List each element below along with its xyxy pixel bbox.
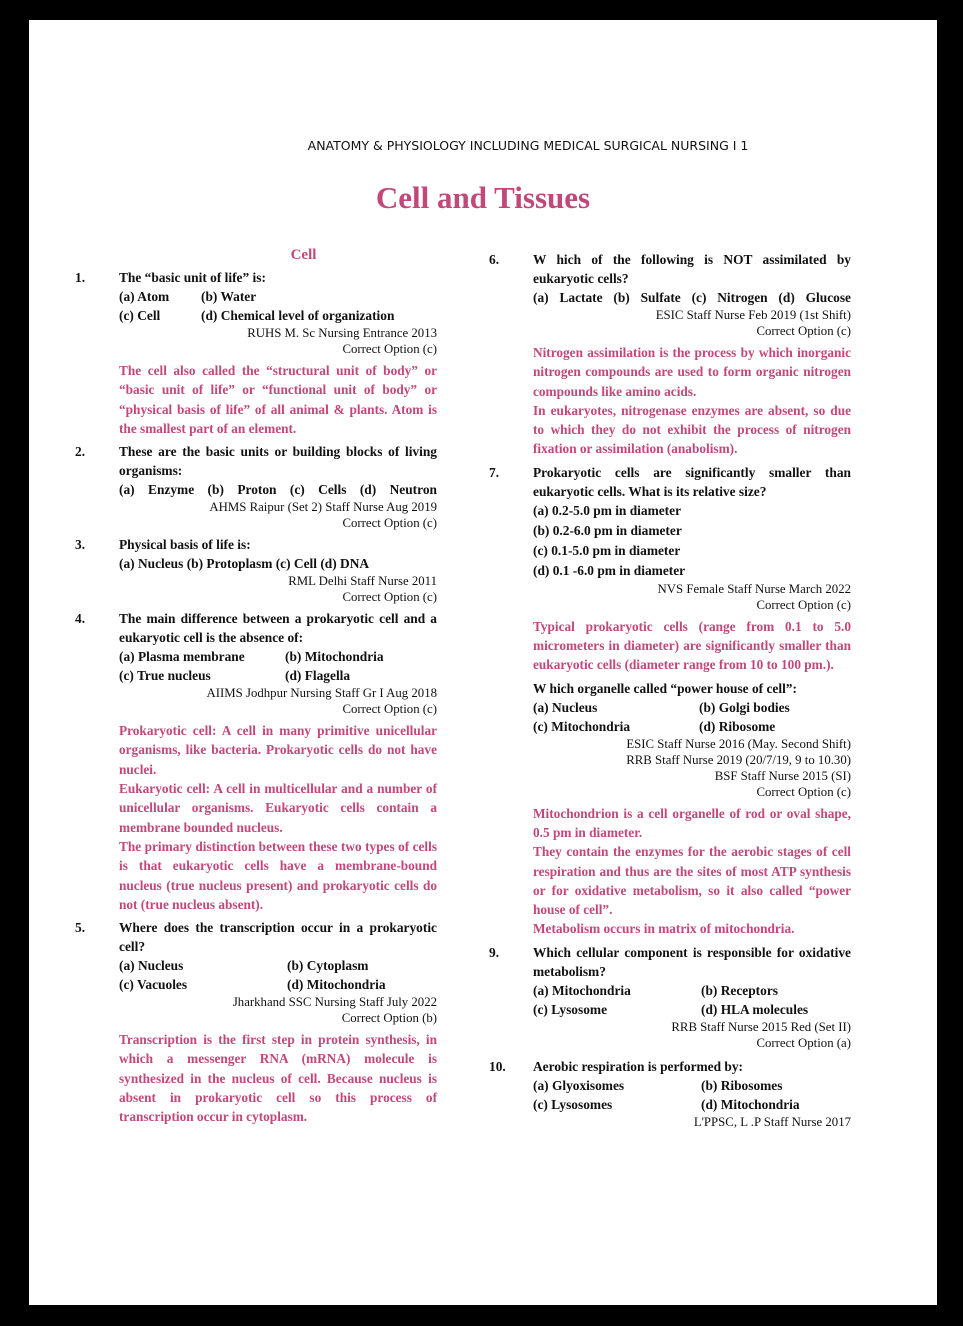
question-5 — [75, 918, 437, 1126]
correct-option: Correct Option (c) — [342, 516, 437, 531]
question-text: The “basic unit of life” is: — [119, 270, 266, 285]
question-text: Physical basis of life is: — [119, 537, 251, 553]
option-a: (a) Nucleus — [119, 958, 184, 974]
option-c: (c) Cell — [119, 308, 161, 323]
correct-option: Correct Option (c) — [756, 597, 851, 612]
question-4 — [75, 609, 437, 914]
explanation: Prokaryotic cell: A cell in many primitive unicellular organisms, like bacteria. Prokaryotic cells do not have nuclei. — [119, 723, 437, 777]
question-7 — [489, 463, 851, 675]
question-1 — [75, 268, 437, 438]
question-number: 6. — [489, 252, 500, 267]
explanation: In eukaryotes, nitrogenase enzymes are absent, so due to which they do not exhibit the process of nitrogen fixation or assimilation (anabolism). — [533, 402, 851, 457]
option-d: (d) Mitochondria — [701, 1096, 800, 1112]
option-c: (c) Lysosome — [533, 1001, 608, 1017]
question-text: These are the basic units or building blocks of living organisms: — [119, 444, 437, 479]
question-2 — [75, 442, 437, 531]
explanation: Mitochondrion is a cell organelle of rod or oval shape, 0.5 pm in diameter. — [533, 805, 851, 840]
question-number: 7. — [489, 464, 500, 480]
question-10 — [489, 1057, 851, 1130]
option-a: (a) Mitochondria — [533, 982, 631, 998]
question-9 — [489, 943, 851, 1051]
option-a: (a) Glyoxisomes — [533, 1077, 625, 1093]
question-text: W hich organelle called “power house of cell”: — [533, 680, 797, 696]
option-b: (b) Golgi bodies — [699, 699, 790, 715]
question-number: 5. — [75, 920, 86, 936]
question-text: Where does the transcription occur in a prokaryotic cell? — [119, 920, 437, 955]
option-b: (b) Cytoplasm — [287, 958, 369, 974]
correct-option: Correct Option (c) — [756, 784, 851, 799]
correct-option: Correct Option (a) — [756, 1035, 851, 1050]
question-8 — [489, 679, 851, 939]
option-b: (b) Water — [201, 289, 257, 304]
source: RML Delhi Staff Nurse 2011 — [288, 574, 437, 589]
source: RUHS M. Sc Nursing Entrance 2013 — [247, 326, 437, 340]
source: AIIMS Jodhpur Nursing Staff Gr I Aug 2018 — [206, 686, 437, 701]
explanation: Metabolism occurs in matrix of mitochondria. — [533, 921, 795, 937]
options: (a) Nucleus (b) Protoplasm (c) Cell (d) DNA — [119, 556, 370, 572]
source: AHMS Raipur (Set 2) Staff Nurse Aug 2019 — [209, 500, 437, 515]
option-c: (c) True nucleus — [119, 668, 211, 684]
option-d: (d) Ribosome — [699, 718, 776, 734]
option-c: (c) 0.1-5.0 pm in diameter — [533, 542, 681, 558]
explanation: Transcription is the first step in protein synthesis, in which a messenger RNA (mRNA) molecule is synthesized in the nucleus of cell. Because nucleus is absent in prokaryotic cell so this process of transcription occur in cytoplasm. — [119, 1032, 437, 1125]
option-d: (d) Mitochondria — [287, 977, 386, 993]
page — [29, 20, 937, 1305]
section-heading: Cell — [290, 247, 317, 263]
source: RRB Staff Nurse 2015 Red (Set II) — [671, 1019, 851, 1034]
source: BSF Staff Nurse 2015 (SI) — [714, 768, 851, 783]
options: (a) Lactate (b) Sulfate (c) Nitrogen (d) Glucose — [533, 290, 851, 305]
explanation: The primary distinction between these two types of cells is that eukaryotic cells have a membrane-bound nucleus (true nucleus present) and prokaryotic cells do not (true nucleus absent). — [119, 838, 437, 912]
page-title: Cell and Tissues — [375, 180, 591, 215]
explanation: Eukaryotic cell: A cell in multicellular and a number of unicellular organisms. Eukaryotic cells contain a membrane bounded nucleus. — [119, 781, 437, 835]
option-d: (d) 0.1 -6.0 pm in diameter — [533, 562, 686, 578]
explanation: Nitrogen assimilation is the process by which inorganic nitrogen compounds are used to form organic nitrogen compounds like amino acids. — [533, 345, 851, 399]
source: NVS Female Staff Nurse March 2022 — [657, 581, 851, 596]
source: ESIC Staff Nurse Feb 2019 (1st Shift) — [655, 308, 851, 322]
question-text: Aerobic respiration is performed by: — [533, 1058, 744, 1074]
option-d: (d) HLA molecules — [701, 1001, 809, 1017]
question-number: 1. — [75, 270, 86, 285]
correct-option: Correct Option (c) — [342, 702, 437, 717]
explanation: Typical prokaryotic cells (range from 0.1 to 5.0 micrometers in diameter) are significantly smaller than eukaryotic cells (diameter range from 10 to 100 pm.). — [533, 618, 851, 673]
source: L'PPSC, L .P Staff Nurse 2017 — [693, 1114, 851, 1129]
option-c: (c) Mitochondria — [533, 718, 631, 734]
source: RRB Staff Nurse 2019 (20/7/19, 9 to 10.30) — [626, 752, 851, 767]
options: (a) Enzyme (b) Proton (c) Cells (d) Neutron — [119, 482, 437, 498]
correct-option: Correct Option (c) — [756, 324, 851, 338]
option-b: (b) Receptors — [701, 982, 778, 998]
option-a: (a) 0.2-5.0 pm in diameter — [533, 502, 682, 518]
correct-option: Correct Option (c) — [342, 590, 437, 605]
source: Jharkhand SSC Nursing Staff July 2022 — [232, 995, 437, 1010]
question-number: 10. — [489, 1058, 506, 1074]
question-3 — [75, 535, 437, 605]
option-b: (b) Mitochondria — [285, 649, 384, 665]
question-text: Which cellular component is responsible for oxidative metabolism? — [533, 944, 851, 979]
option-c: (c) Lysosomes — [533, 1096, 613, 1112]
option-d: (d) Flagella — [285, 668, 351, 684]
question-number: 4. — [75, 611, 86, 627]
option-a: (a) Nucleus — [533, 699, 598, 715]
question-text: Prokaryotic cells are significantly smaller than eukaryotic cells. What is its relative size? — [533, 464, 851, 499]
question-number: 2. — [75, 444, 86, 460]
correct-option: Correct Option (b) — [341, 1011, 437, 1026]
explanation: The cell also called the “structural unit of body” or “basic unit of life” or “functional unit of body” or “physical basis of life” of all animal & plants. Atom is the smallest part of an element. — [119, 363, 437, 436]
left-column — [75, 246, 437, 1131]
question-number: 3. — [75, 537, 86, 553]
option-a: (a) Plasma membrane — [119, 649, 245, 665]
option-c: (c) Vacuoles — [119, 977, 188, 993]
question-number: 9. — [489, 944, 500, 960]
option-b: (b) 0.2-6.0 pm in diameter — [533, 522, 682, 538]
correct-option: Correct Option (c) — [342, 342, 437, 356]
page-header: ANATOMY & PHYSIOLOGY INCLUDING MEDICAL SURGICAL NURSING I 1 — [307, 138, 749, 153]
explanation: They contain the enzymes for the aerobic stages of cell respiration and thus are the sites of most ATP synthesis or for oxidative metabolism, so it also called “power house of cell”. — [533, 844, 851, 918]
question-6 — [489, 250, 851, 459]
right-column — [489, 250, 851, 1134]
option-d: (d) Chemical level of organization — [201, 308, 395, 323]
option-a: (a) Atom — [119, 289, 170, 304]
question-text: The main difference between a prokaryotic cell and a eukaryotic cell is the absence of: — [119, 611, 437, 646]
source: ESIC Staff Nurse 2016 (May. Second Shift) — [626, 736, 851, 751]
option-b: (b) Ribosomes — [701, 1077, 783, 1093]
question-text: W hich of the following is NOT assimilated by eukaryotic cells? — [533, 252, 851, 286]
